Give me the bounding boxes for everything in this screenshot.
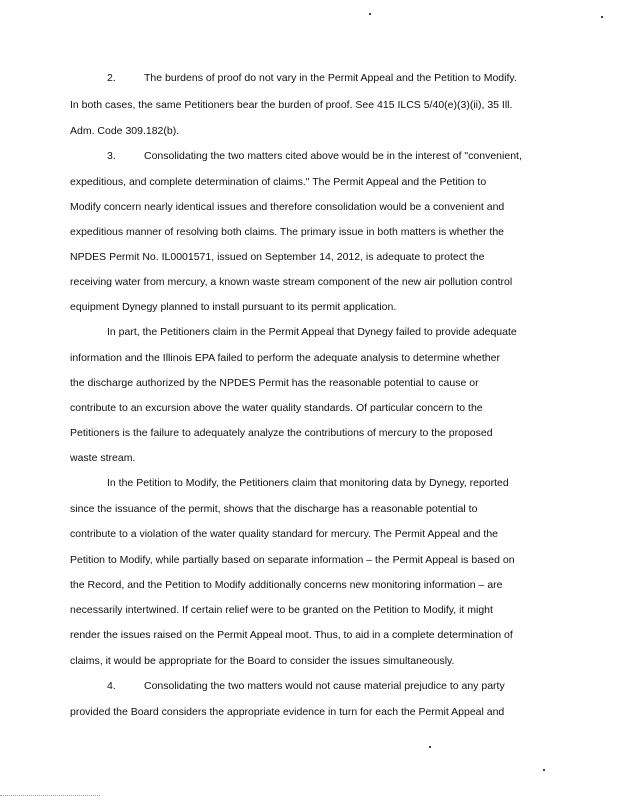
paragraph-in-part-line-6: waste stream. <box>70 452 136 464</box>
paragraph-modify-line-2: since the issuance of the permit, shows that the discharge has a reasonable potential to <box>70 503 478 515</box>
paragraph-4-number: 4. <box>107 680 116 692</box>
paragraph-2-line-3: Adm. Code 309.182(b). <box>70 125 180 137</box>
scan-speck <box>543 769 545 771</box>
paragraph-3-number: 3. <box>107 150 116 162</box>
scan-speck <box>369 13 371 15</box>
paragraph-modify-line-1: In the Petition to Modify, the Petitioners claim that monitoring data by Dynegy, reported <box>107 477 509 489</box>
paragraph-modify-line-7: render the issues raised on the Permit Appeal moot. Thus, to aid in a complete determination of <box>70 629 513 641</box>
paragraph-3-line-6: receiving water from mercury, a known waste stream component of the new air pollution control <box>70 276 513 288</box>
paragraph-3-line-5: NPDES Permit No. IL0001571, issued on September 14, 2012, is adequate to protect the <box>70 251 485 263</box>
paragraph-4-line-2: provided the Board considers the appropriate evidence in turn for each the Permit Appeal and <box>70 706 505 718</box>
paragraph-2-number: 2. <box>107 72 116 84</box>
paragraph-modify-line-3: contribute to a violation of the water quality standard for mercury. The Permit Appeal and the <box>70 528 499 540</box>
paragraph-in-part-line-4: contribute to an excursion above the water quality standards. Of particular concern to the <box>70 402 483 414</box>
paragraph-3-line-7: equipment Dynegy planned to install pursuant to its permit application. <box>70 301 397 313</box>
paragraph-modify-line-4: Petition to Modify, while partially based on separate information – the Permit Appeal is based on <box>70 554 515 566</box>
paragraph-modify-line-6: necessarily intertwined. If certain relief were to be granted on the Petition to Modify, it might <box>70 604 493 616</box>
paragraph-4-line-1: 4. Consolidating the two matters would not cause material prejudice to any party <box>107 680 505 692</box>
paragraph-3-line-3: Modify concern nearly identical issues and therefore consolidation would be a convenient and <box>70 201 505 213</box>
paragraph-3-line-4: expeditious manner of resolving both claims. The primary issue in both matters is whether the <box>70 226 505 238</box>
paragraph-3-line-1: 3. Consolidating the two matters cited above would be in the interest of "convenient, <box>107 150 522 162</box>
paragraph-in-part-line-1: In part, the Petitioners claim in the Permit Appeal that Dynegy failed to provide adequate <box>107 326 517 338</box>
scan-speck <box>429 746 431 748</box>
paragraph-2-line-2: In both cases, the same Petitioners bear the burden of proof. See 415 ILCS 5/40(e)(3)(ii), 35 Ill. <box>70 99 513 111</box>
scan-speck <box>601 16 603 18</box>
paragraph-2-line-1: 2. The burdens of proof do not vary in the Permit Appeal and the Petition to Modify. <box>107 72 517 84</box>
paragraph-in-part-line-2: information and the Illinois EPA failed to perform the adequate analysis to determine whether <box>70 352 500 364</box>
paragraph-modify-line-8: claims, it would be appropriate for the Board to consider the issues simultaneously. <box>70 655 455 667</box>
scan-edge-artifact <box>0 795 100 796</box>
paragraph-modify-line-5: the Record, and the Petition to Modify additionally concerns new monitoring information – are <box>70 579 503 591</box>
paragraph-3-line-2: expeditious, and complete determination of claims." The Permit Appeal and the Petition to <box>70 176 487 188</box>
paragraph-in-part-line-3: the discharge authorized by the NPDES Permit has the reasonable potential to cause or <box>70 377 479 389</box>
paragraph-in-part-line-5: Petitioners is the failure to adequately analyze the contributions of mercury to the proposed <box>70 427 493 439</box>
